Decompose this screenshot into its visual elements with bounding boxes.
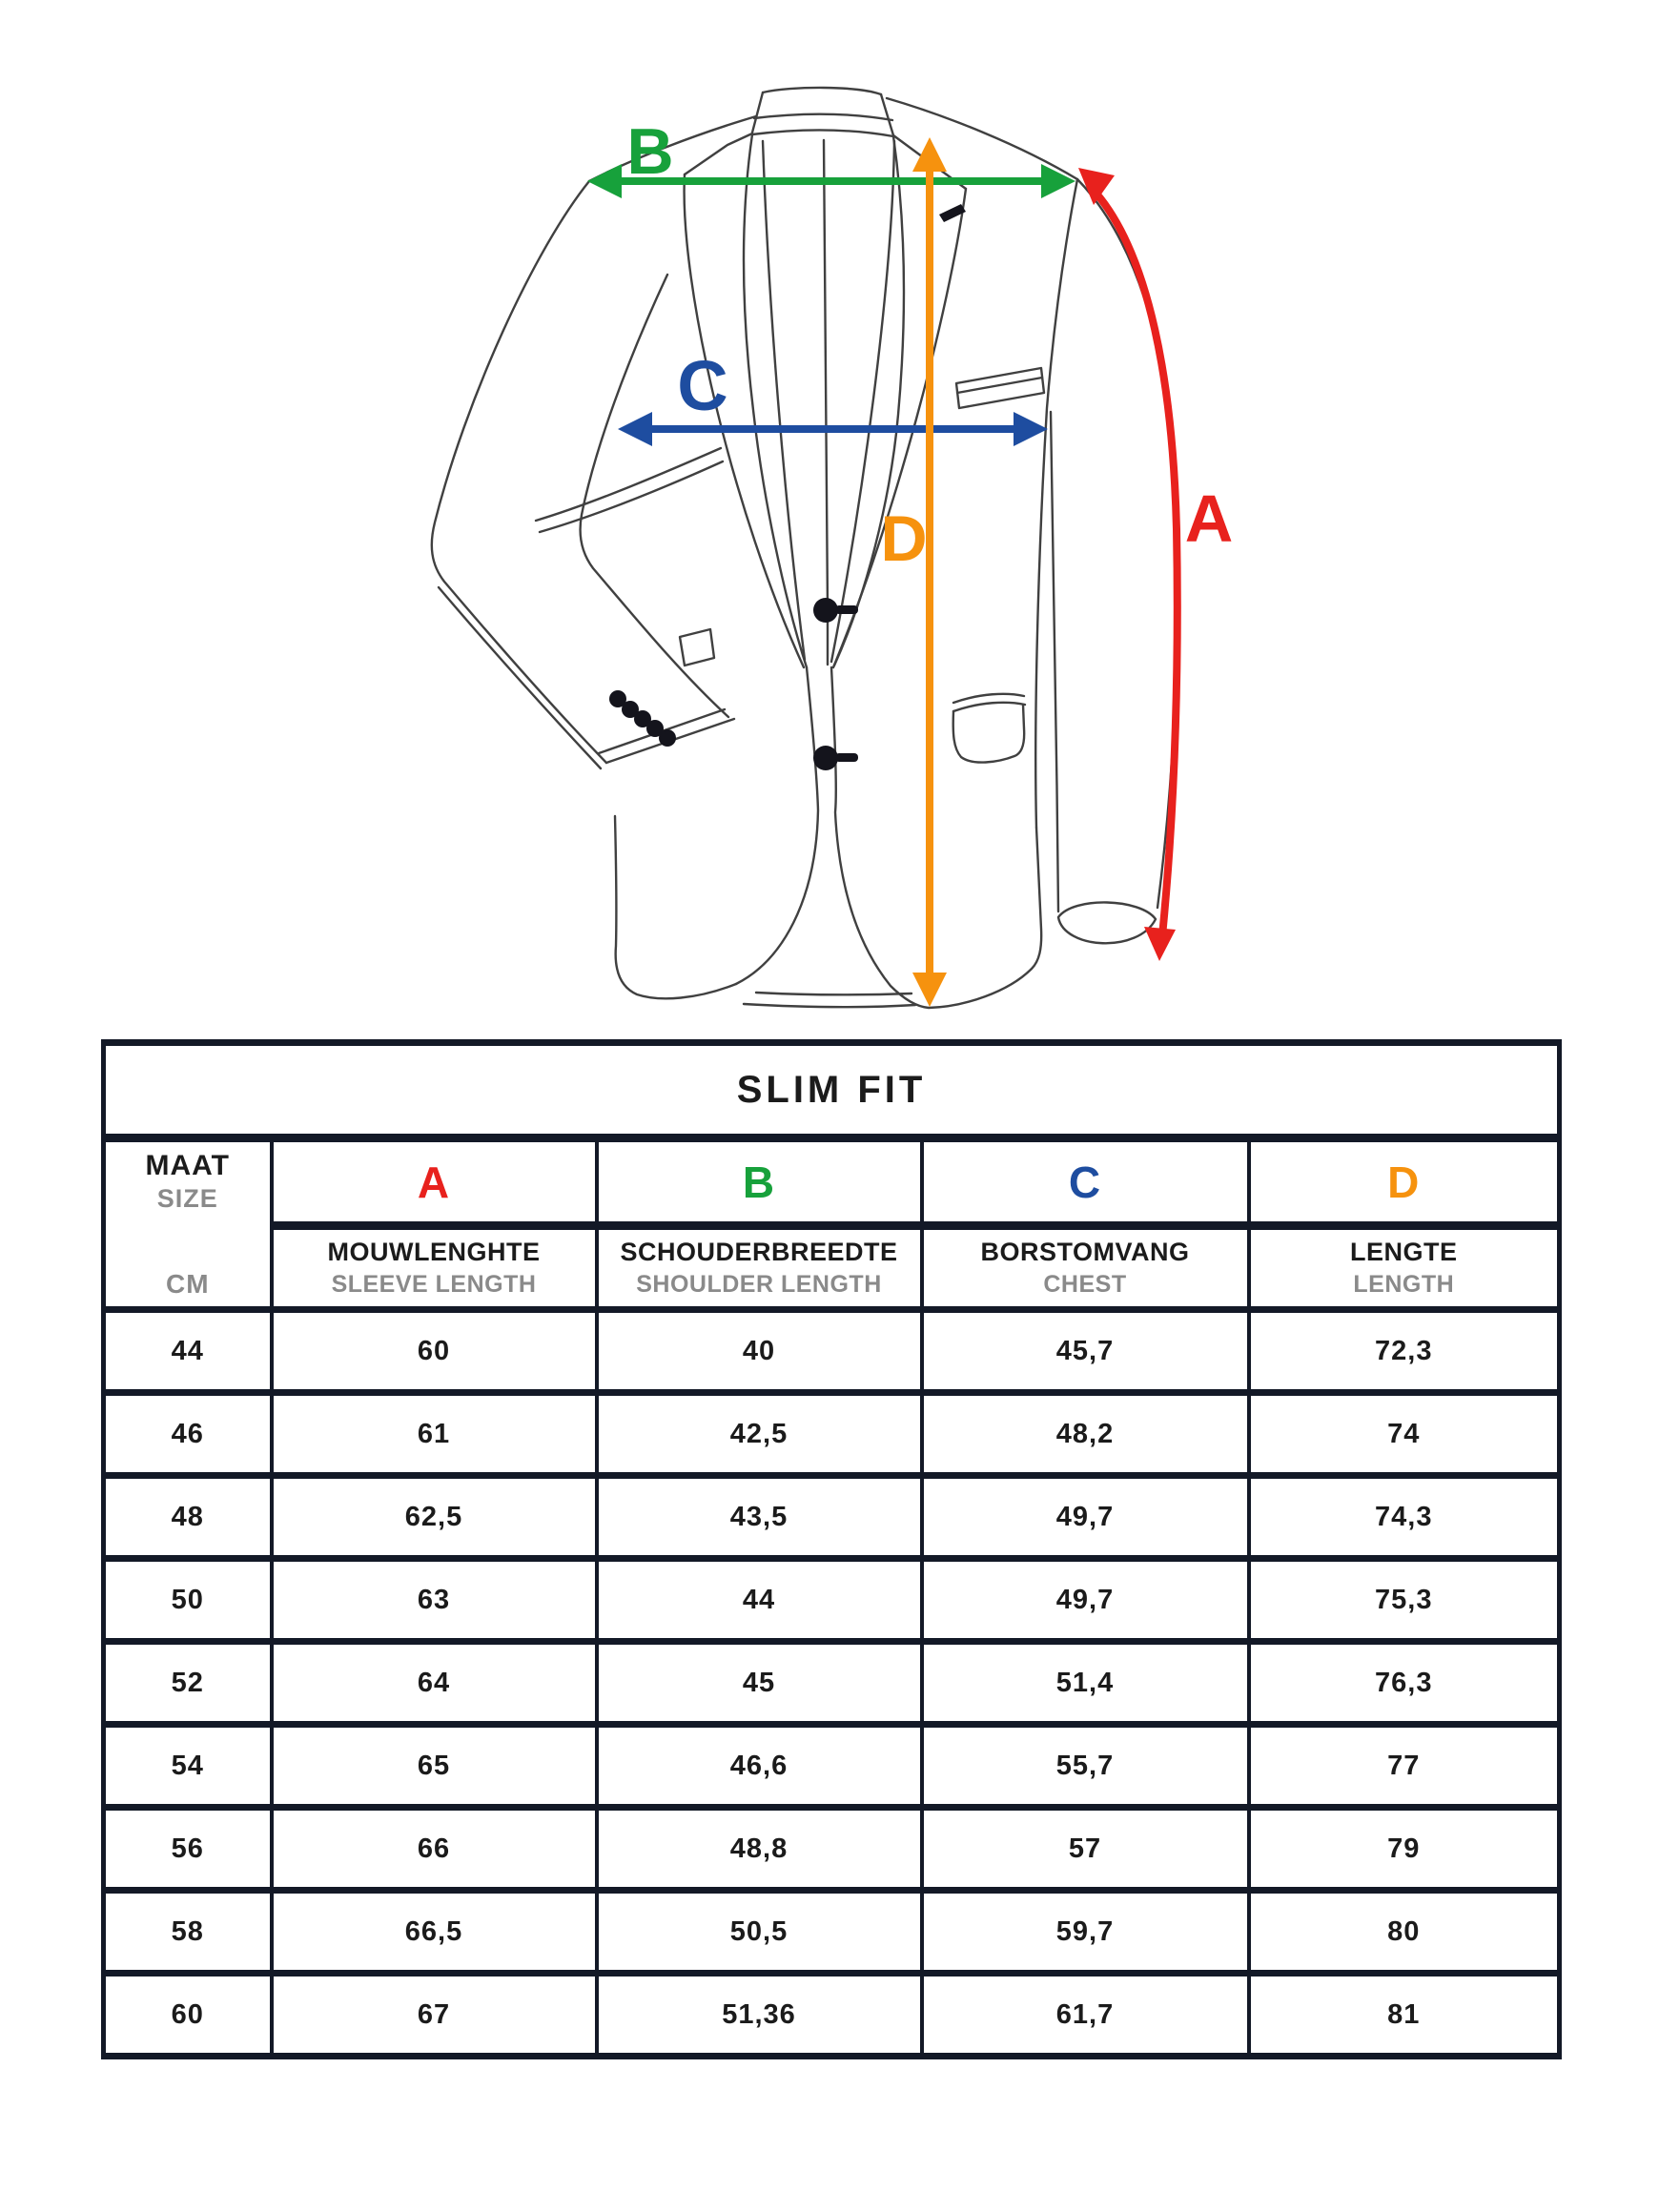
back-hem-line-2 <box>744 1004 915 1007</box>
cell-c: 55,7 <box>922 1725 1249 1808</box>
row-size: 44 <box>104 1310 272 1393</box>
cell-b: 43,5 <box>597 1476 922 1559</box>
cell-d: 74 <box>1249 1393 1560 1476</box>
row-size: 54 <box>104 1725 272 1808</box>
size-table <box>101 1039 1562 2059</box>
left-sleeve-inner <box>581 275 729 717</box>
cell-c: 59,7 <box>922 1891 1249 1974</box>
sleeve-crease-1 <box>536 448 721 521</box>
measure-arrow-a <box>1078 168 1233 961</box>
column-letter-c: C <box>922 1138 1249 1226</box>
table-row <box>104 1974 1560 2057</box>
cell-b: 44 <box>597 1559 922 1642</box>
arrowhead-c-left <box>618 412 652 446</box>
cell-a: 61 <box>272 1393 597 1476</box>
cell-d: 79 <box>1249 1808 1560 1891</box>
column-letter-d: D <box>1249 1138 1560 1226</box>
column-name-b-en: SHOULDER LENGTH <box>636 1271 882 1298</box>
hip-pocket-flap <box>953 705 1025 763</box>
arrowhead-c-right <box>1014 412 1048 446</box>
size-label-nl: MAAT <box>145 1149 230 1181</box>
table-title-row <box>104 1043 1560 1138</box>
cell-d: 80 <box>1249 1891 1560 1974</box>
cell-a: 65 <box>272 1725 597 1808</box>
row-size: 58 <box>104 1891 272 1974</box>
jacket-measurement-diagram <box>0 0 1659 1039</box>
jacket-sketch <box>0 0 1659 1039</box>
cell-d: 72,3 <box>1249 1310 1560 1393</box>
collar-left-edge <box>752 92 763 133</box>
label-b: B <box>626 115 674 188</box>
cell-a: 66,5 <box>272 1891 597 1974</box>
column-name-c <box>922 1226 1249 1310</box>
jacket-outline <box>432 88 1177 1008</box>
column-name-a-en: SLEEVE LENGTH <box>331 1271 537 1298</box>
size-header-cell <box>104 1138 272 1310</box>
measure-arrow-c <box>618 346 1048 446</box>
column-name-d-en: LENGTH <box>1353 1271 1455 1298</box>
row-size: 46 <box>104 1393 272 1476</box>
cell-c: 48,2 <box>922 1393 1249 1476</box>
column-name-c-nl: BORSTOMVANG <box>980 1238 1190 1266</box>
cell-b: 46,6 <box>597 1725 922 1808</box>
center-back-seam <box>824 140 828 665</box>
cell-b: 40 <box>597 1310 922 1393</box>
table-row <box>104 1559 1560 1642</box>
measure-arrow-d <box>880 137 947 1007</box>
right-lapel-fold <box>831 141 894 662</box>
cell-a: 62,5 <box>272 1476 597 1559</box>
collar-seam-lower <box>752 130 893 136</box>
cell-b: 50,5 <box>597 1891 922 1974</box>
cell-c: 57 <box>922 1808 1249 1891</box>
column-letter-a: A <box>272 1138 597 1226</box>
cell-d: 81 <box>1249 1974 1560 2057</box>
cell-d: 77 <box>1249 1725 1560 1808</box>
cell-c: 49,7 <box>922 1559 1249 1642</box>
left-front-edge <box>736 667 818 984</box>
table-title: SLIM FIT <box>104 1043 1560 1138</box>
name-header-row <box>104 1226 1560 1310</box>
front-button-1-shank <box>835 605 858 614</box>
row-size: 48 <box>104 1476 272 1559</box>
table-row <box>104 1310 1560 1393</box>
size-label-en: SIZE <box>156 1183 218 1213</box>
cell-b: 45 <box>597 1642 922 1725</box>
arrowhead-d-bottom <box>912 973 947 1007</box>
collar-seam-upper <box>754 114 892 120</box>
arrowhead-b-left <box>587 164 622 198</box>
front-button-2-shank <box>835 753 858 762</box>
table-row <box>104 1891 1560 1974</box>
table-row <box>104 1642 1560 1725</box>
label-c: C <box>677 346 728 425</box>
front-button-1 <box>813 598 838 623</box>
label-d: D <box>880 502 928 575</box>
row-size: 60 <box>104 1974 272 2057</box>
column-letter-b: B <box>597 1138 922 1226</box>
cell-a: 60 <box>272 1310 597 1393</box>
cell-c: 45,7 <box>922 1310 1249 1393</box>
right-cuff-opening <box>1058 902 1156 943</box>
column-name-b <box>597 1226 922 1310</box>
cell-a: 66 <box>272 1808 597 1891</box>
breast-pocket <box>956 368 1044 408</box>
cell-d: 74,3 <box>1249 1476 1560 1559</box>
cell-a: 63 <box>272 1559 597 1642</box>
table-row <box>104 1725 1560 1808</box>
left-sleeve-outer <box>432 181 606 763</box>
hip-pocket-top-1 <box>953 694 1024 703</box>
column-name-a-nl: MOUWLENGHTE <box>327 1238 541 1266</box>
cell-d: 75,3 <box>1249 1559 1560 1642</box>
right-sleeve-outer <box>1077 179 1177 908</box>
right-front-edge-hem <box>831 667 1041 1008</box>
arrowhead-a-bottom <box>1144 927 1176 961</box>
left-hem <box>615 816 736 998</box>
size-unit: CM <box>165 1268 210 1299</box>
collar-top <box>763 88 881 94</box>
row-size: 50 <box>104 1559 272 1642</box>
cell-c: 61,7 <box>922 1974 1249 2057</box>
column-name-d <box>1249 1226 1560 1310</box>
cell-c: 49,7 <box>922 1476 1249 1559</box>
cuff-button-5 <box>659 729 676 747</box>
table-row <box>104 1393 1560 1476</box>
back-hem-line-1 <box>756 993 911 994</box>
column-name-b-nl: SCHOUDERBREEDTE <box>620 1238 898 1266</box>
letter-header-row <box>104 1138 1560 1226</box>
left-sleeve-outer-double <box>439 587 601 768</box>
hip-pocket-top-2 <box>953 703 1025 711</box>
label-a: A <box>1184 481 1234 556</box>
cell-b: 48,8 <box>597 1808 922 1891</box>
left-hip-flap <box>680 629 714 666</box>
cell-b: 51,36 <box>597 1974 922 2057</box>
cell-d: 76,3 <box>1249 1642 1560 1725</box>
right-sleeve-inner <box>1051 412 1058 911</box>
column-name-a <box>272 1226 597 1310</box>
column-name-c-en: CHEST <box>1043 1271 1127 1298</box>
cell-b: 42,5 <box>597 1393 922 1476</box>
row-size: 56 <box>104 1808 272 1891</box>
back-panel-left <box>744 134 807 667</box>
cell-a: 67 <box>272 1974 597 2057</box>
table-row <box>104 1476 1560 1559</box>
cell-a: 64 <box>272 1642 597 1725</box>
table-row <box>104 1808 1560 1891</box>
column-name-d-nl: LENGTE <box>1350 1238 1458 1266</box>
sleeve-crease-2 <box>540 461 723 532</box>
left-lapel-notch <box>685 133 752 174</box>
cell-c: 51,4 <box>922 1642 1249 1725</box>
front-button-2 <box>813 746 838 770</box>
measure-arrow-b <box>587 115 1075 198</box>
row-size: 52 <box>104 1642 272 1725</box>
